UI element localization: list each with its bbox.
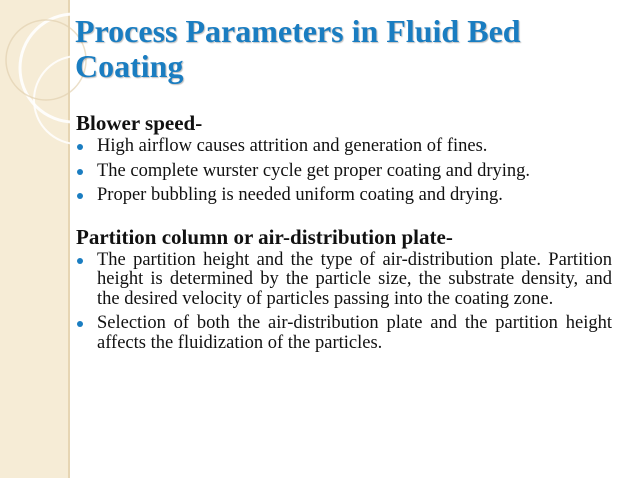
- bullet-icon: [77, 321, 83, 327]
- list-item: [76, 251, 612, 310]
- list-item-text: High airflow causes attrition and generation of fines.: [97, 136, 488, 156]
- section-heading-partition-column: Partition column or air-distribution plate-: [76, 224, 453, 249]
- slide-title: Process Parameters in Fluid Bed Coating: [75, 13, 521, 84]
- bullet-list-blower-speed: [76, 137, 612, 206]
- list-item-text: Proper bubbling is needed uniform coating and drying.: [97, 185, 503, 205]
- list-item: [76, 314, 612, 353]
- bullet-icon: [77, 169, 83, 175]
- bullet-icon: [77, 258, 83, 264]
- list-item-text: The complete wurster cycle get proper coating and drying.: [97, 160, 531, 181]
- list-item: [76, 186, 612, 206]
- list-item-text: Selection of both the air-distribution plate and the partition height affects the fluidization of the particles.: [97, 313, 612, 353]
- list-item-text: The partition height and the type of air-distribution plate. Partition height is determined by the particle size, the substrate density, and the desired velocity of particles passing into the coating zone.: [97, 249, 612, 309]
- section-heading-blower-speed: Blower speed-: [76, 111, 203, 135]
- bullet-icon: [77, 193, 83, 199]
- list-item: [76, 162, 612, 182]
- slide-content: [76, 111, 612, 358]
- list-item: [76, 137, 612, 157]
- bullet-icon: [77, 144, 83, 150]
- bullet-list-partition-column: [76, 251, 612, 354]
